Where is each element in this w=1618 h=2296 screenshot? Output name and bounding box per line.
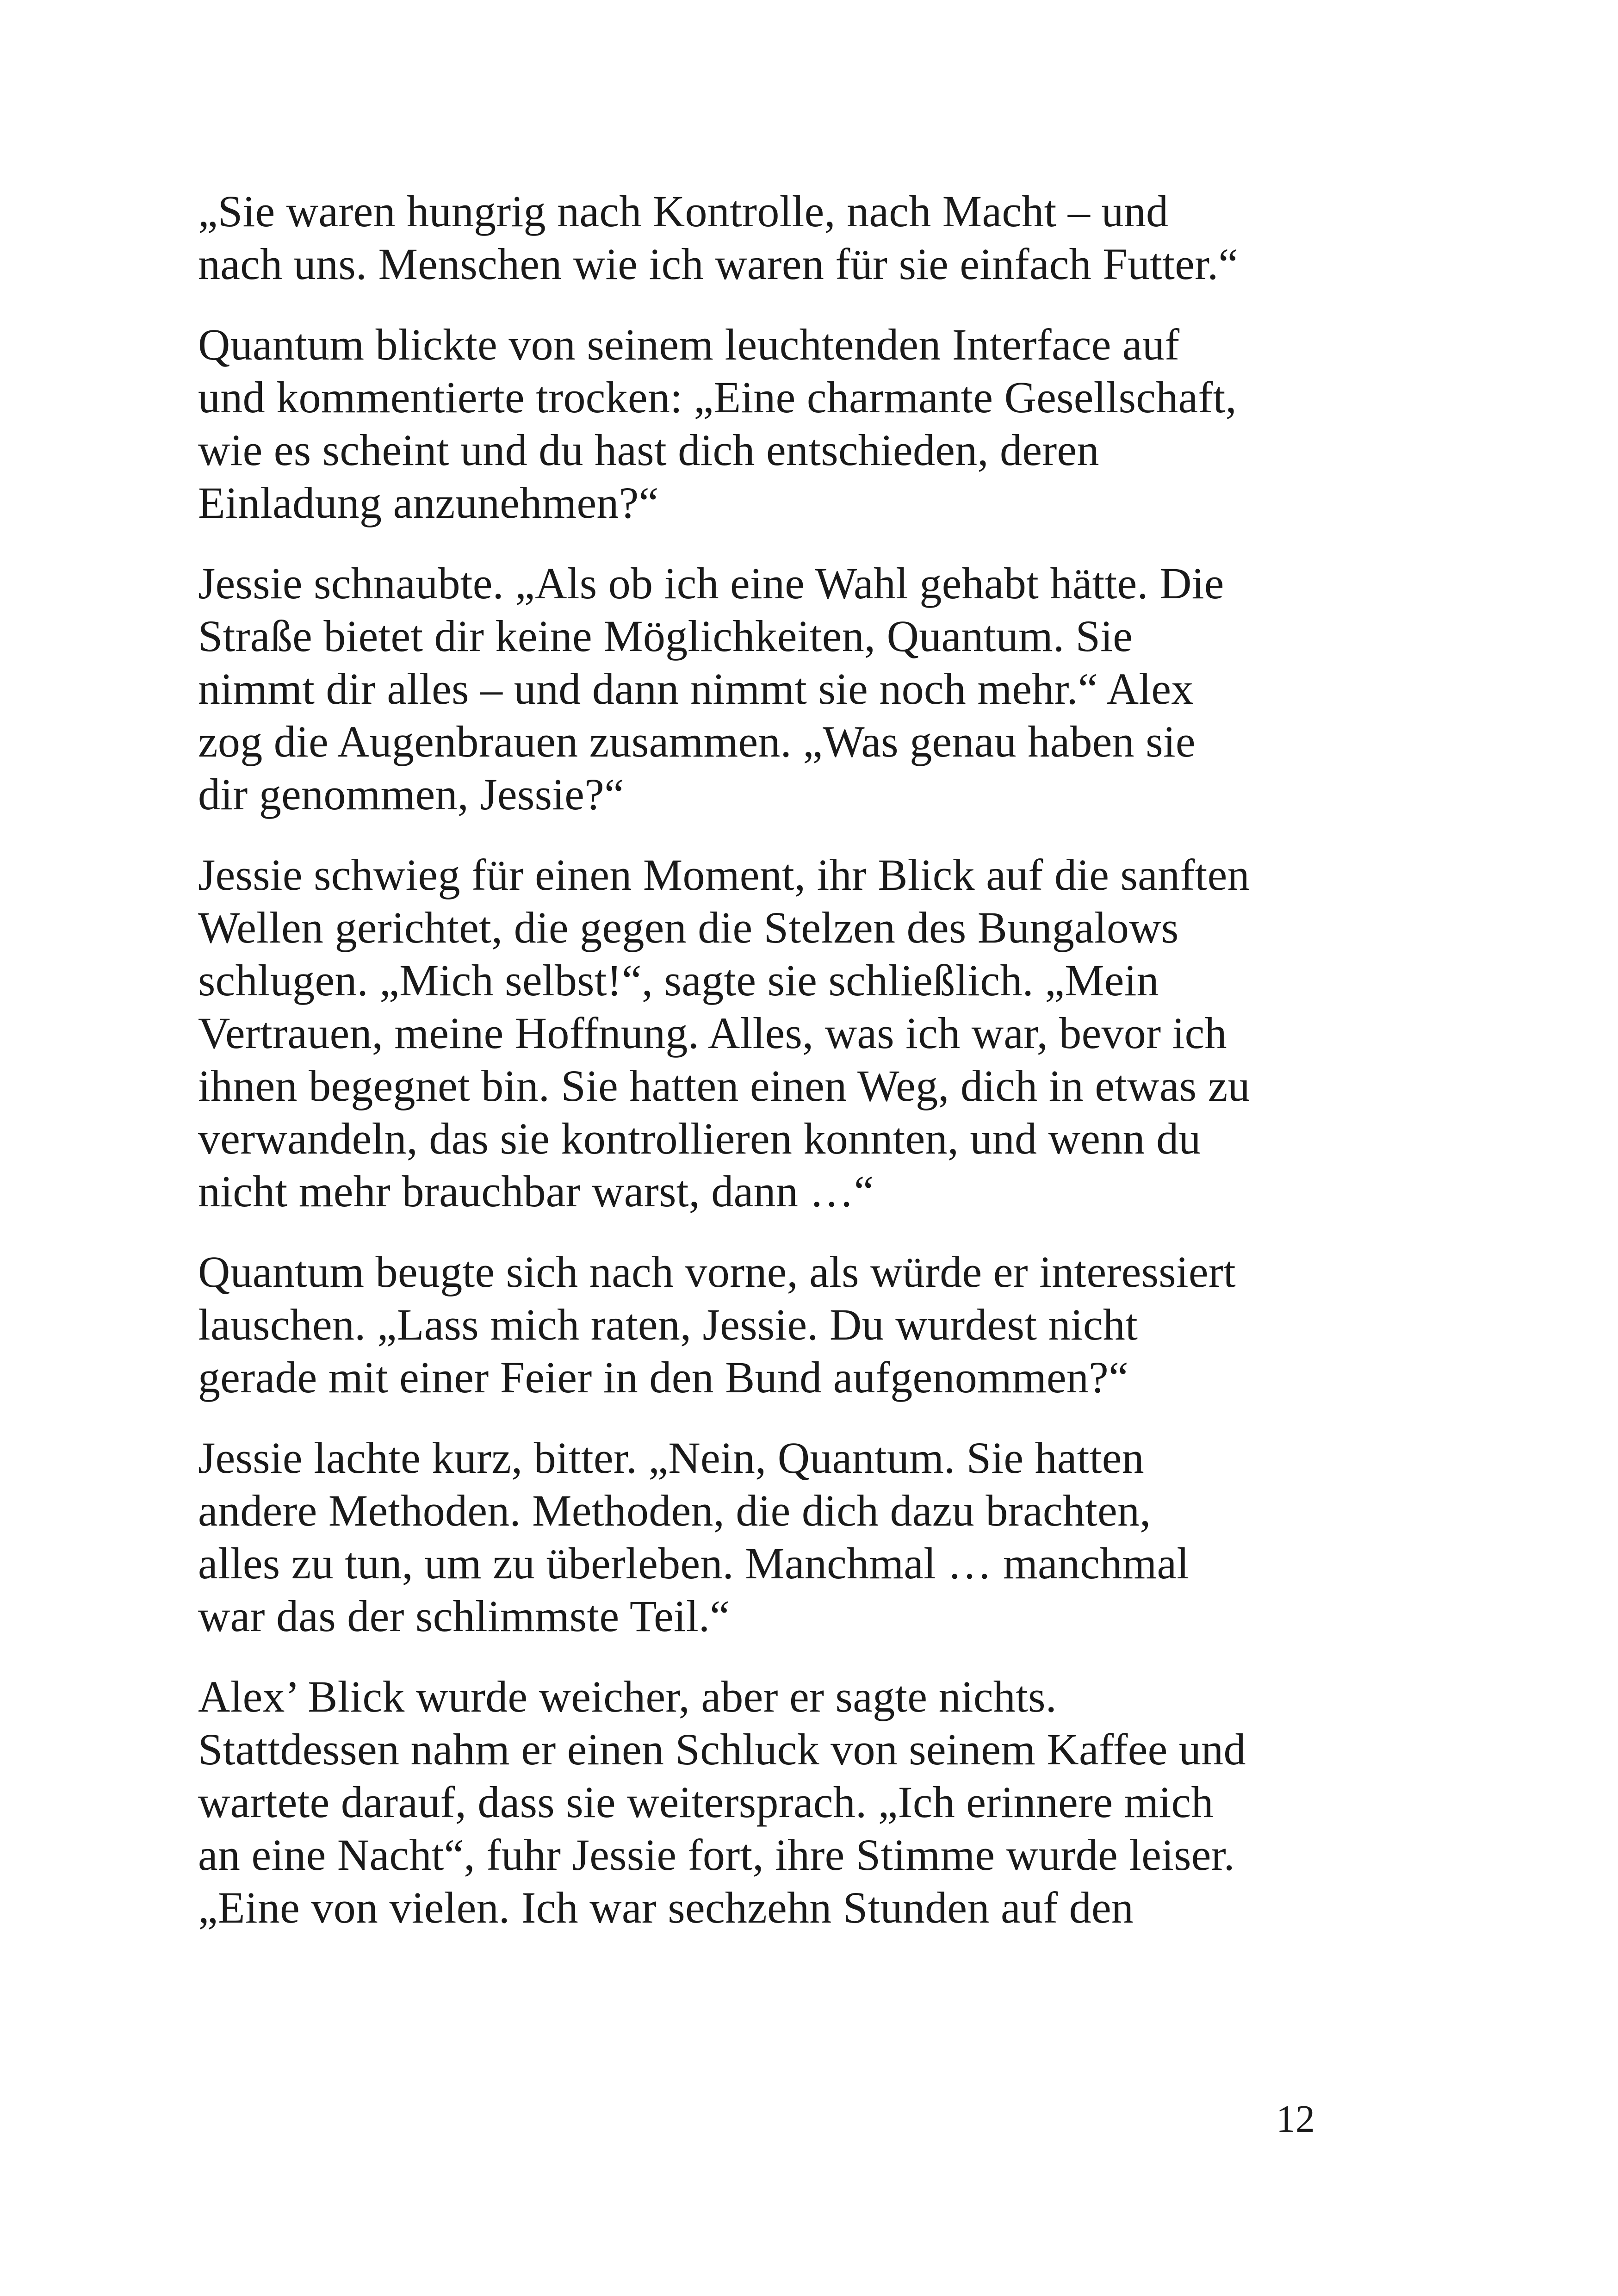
text-line: Einladung anzunehmen?“ [198, 478, 659, 527]
page-number: 12 [1276, 2097, 1315, 2141]
text-line: schlugen. „Mich selbst!“, sagte sie schließlich. „Mein [198, 956, 1159, 1005]
paragraph [198, 185, 1420, 291]
paragraph [198, 557, 1420, 821]
paragraph [198, 318, 1420, 529]
text-line: war das der schlimmste Teil.“ [198, 1591, 730, 1641]
text-line: Straße bietet dir keine Möglichkeiten, Quantum. Sie [198, 611, 1133, 661]
text-line: Quantum beugte sich nach vorne, als würde er interessiert [198, 1247, 1236, 1297]
text-line: gerade mit einer Feier in den Bund aufgenommen?“ [198, 1353, 1128, 1402]
text-line: nicht mehr brauchbar warst, dann …“ [198, 1167, 874, 1216]
body-text [198, 185, 1420, 1962]
paragraph [198, 1432, 1420, 1643]
text-line: nimmt dir alles – und dann nimmt sie noch mehr.“ Alex [198, 664, 1194, 714]
text-line: „Eine von vielen. Ich war sechzehn Stunden auf den [198, 1883, 1134, 1932]
text-line: zog die Augenbrauen zusammen. „Was genau haben sie [198, 717, 1196, 766]
text-line: Alex’ Blick wurde weicher, aber er sagte nichts. [198, 1672, 1057, 1721]
text-line: Vertrauen, meine Hoffnung. Alles, was ich war, bevor ich [198, 1008, 1227, 1058]
text-line: nach uns. Menschen wie ich waren für sie einfach Futter.“ [198, 239, 1239, 289]
text-line: wie es scheint und du hast dich entschieden, deren [198, 425, 1099, 475]
text-line: Stattdessen nahm er einen Schluck von seinem Kaffee und [198, 1725, 1246, 1774]
text-line: wartete darauf, dass sie weitersprach. „Ich erinnere mich [198, 1777, 1214, 1827]
paragraph [198, 1670, 1420, 1934]
text-line: dir genommen, Jessie?“ [198, 769, 624, 819]
text-line: an eine Nacht“, fuhr Jessie fort, ihre Stimme wurde leiser. [198, 1830, 1235, 1880]
text-line: Jessie lachte kurz, bitter. „Nein, Quantum. Sie hatten [198, 1433, 1144, 1483]
text-line: verwandeln, das sie kontrollieren konnten, und wenn du [198, 1114, 1201, 1163]
paragraph [198, 1246, 1420, 1404]
text-line: Jessie schwieg für einen Moment, ihr Blick auf die sanften [198, 850, 1250, 900]
paragraph [198, 849, 1420, 1218]
text-line: ihnen begegnet bin. Sie hatten einen Weg, dich in etwas zu [198, 1061, 1250, 1111]
text-line: „Sie waren hungrig nach Kontrolle, nach Macht – und [198, 186, 1169, 236]
text-line: alles zu tun, um zu überleben. Manchmal … manchmal [198, 1539, 1190, 1588]
text-line: andere Methoden. Methoden, die dich dazu brachten, [198, 1486, 1151, 1535]
text-line: Quantum blickte von seinem leuchtenden Interface auf [198, 320, 1180, 369]
text-line: Jessie schnaubte. „Als ob ich eine Wahl gehabt hätte. Die [198, 558, 1224, 608]
text-line: lauschen. „Lass mich raten, Jessie. Du wurdest nicht [198, 1300, 1138, 1349]
text-line: und kommentierte trocken: „Eine charmante Gesellschaft, [198, 372, 1237, 422]
text-line: Wellen gerichtet, die gegen die Stelzen des Bungalows [198, 903, 1179, 952]
